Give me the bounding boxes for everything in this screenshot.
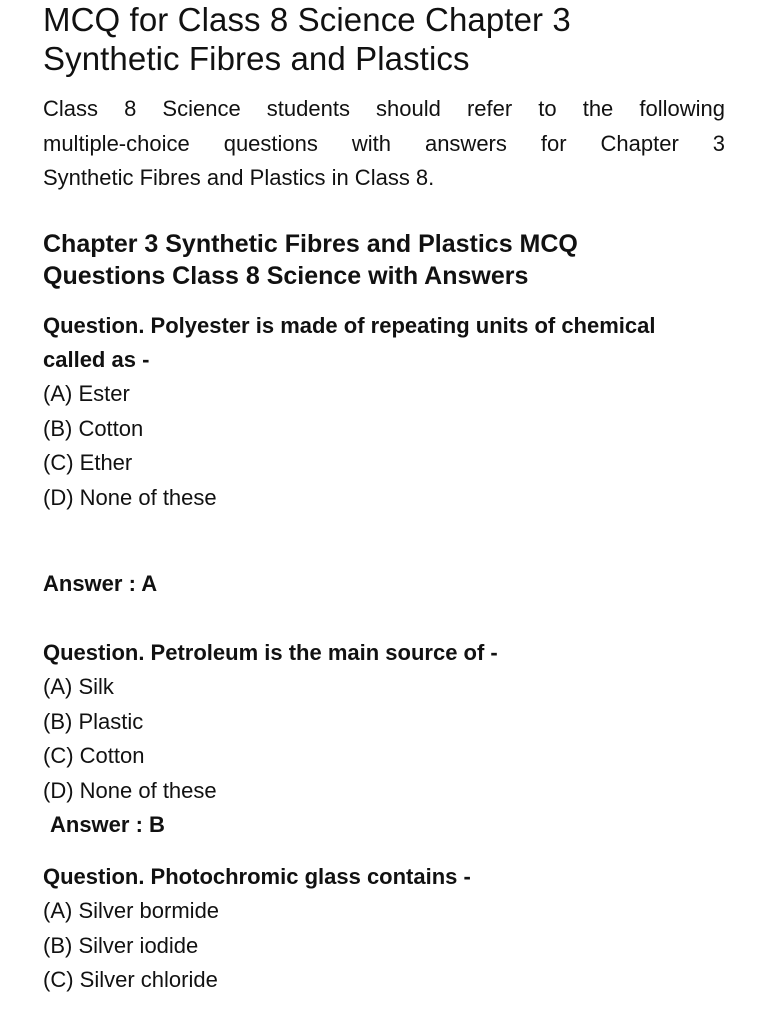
question-2-text-line-1: Question. Petroleum is the main source of - xyxy=(43,640,498,665)
intro-line-3: Synthetic Fibres and Plastics in Class 8. xyxy=(43,165,435,190)
question-2-option-b: (B) Plastic xyxy=(43,708,144,734)
question-2 xyxy=(43,636,733,808)
page-title-line-2: Synthetic Fibres and Plastics xyxy=(43,40,470,77)
page-title xyxy=(43,0,733,78)
question-3-option-a: (A) Silver bormide xyxy=(43,898,220,923)
section-heading-line-2: Questions Class 8 Science with Answers xyxy=(43,262,529,290)
question-1 xyxy=(43,309,733,515)
question-2-option-d: (D) None of these xyxy=(43,777,217,803)
question-2-option-a: (A) Silk xyxy=(43,674,114,699)
section-heading-line-1: Chapter 3 Synthetic Fibres and Plastics MCQ xyxy=(43,230,578,258)
section-heading xyxy=(43,228,733,292)
question-2-answer: Answer : B xyxy=(50,812,165,837)
page-title-line-1: MCQ for Class 8 Science Chapter 3 xyxy=(43,1,571,38)
question-1-option-b: (B) Cotton xyxy=(43,415,144,441)
question-2-option-c: (C) Cotton xyxy=(43,743,145,768)
question-1-option-c: (C) Ether xyxy=(43,450,133,475)
question-3 xyxy=(43,860,733,998)
question-1-text-line-2: called as - xyxy=(43,347,150,372)
question-3-text-line-1: Question. Photochromic glass contains - xyxy=(43,864,471,889)
question-1-option-d: (D) None of these xyxy=(43,484,217,510)
intro-line-2: multiple-choice questions with answers for Chapter 3 xyxy=(43,130,725,156)
question-1-answer: Answer : A xyxy=(43,571,158,596)
question-3-text xyxy=(43,860,733,894)
intro-paragraph xyxy=(43,92,725,196)
question-2-text xyxy=(43,636,733,670)
question-3-option-c: (C) Silver chloride xyxy=(43,967,218,992)
question-1-text xyxy=(43,309,733,377)
question-3-option-b: (B) Silver iodide xyxy=(43,932,199,958)
question-1-text-line-1: Question. Polyester is made of repeating units of chemical xyxy=(43,313,656,338)
question-1-option-a: (A) Ester xyxy=(43,381,130,406)
intro-line-1: Class 8 Science students should refer to the following xyxy=(43,96,725,121)
